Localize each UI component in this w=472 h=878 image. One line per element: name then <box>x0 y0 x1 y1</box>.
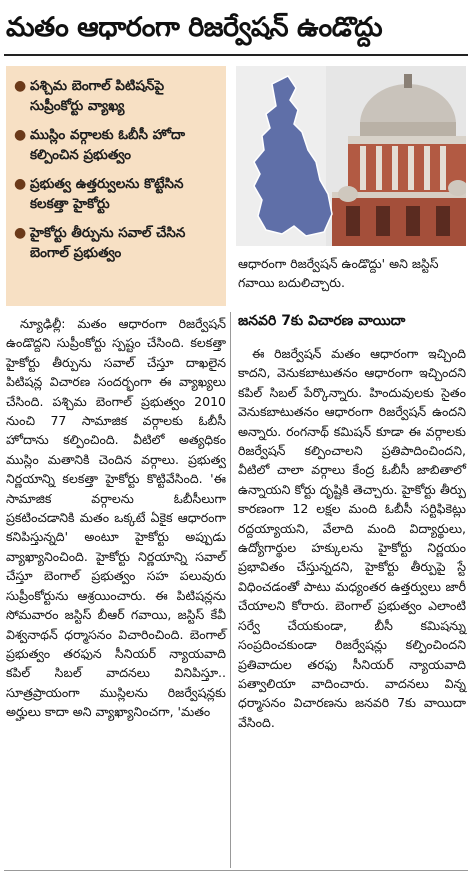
highlights-box <box>6 66 226 306</box>
article-paragraph: ఈ రిజర్వేషన్ మతం ఆధారంగా ఇచ్చింది కాదని, వెనుకబాటుతనం ఆధారంగా ఇచ్చిందని కపిల్ సిబల్ పేర్కొన్నారు. హిందువులకు సైతం వెనుకబాటుతనం ఆధారంగా రిజర్వేషన్ ఉందని అన్నారు. రంగనాథ్ కమిషన్ కూడా ఈ వర్గాలకు రిజర్వేషన్ కల్పించాలని ప్రతిపాదించిందని, వీటిలో చాలా వర్గాలు కేంద్ర ఓబీసీ జాబితాలో ఉన్నాయని కోర్టు దృష్టికి తెచ్చారు. హైకోర్టు తీర్పు కారణంగా 12 లక్షల మంది ఓబీసీ సర్టిఫికెట్లు రద్దయ్యాయని, వేలాది మంది విద్యార్థులు, ఉద్యోగార్థుల హక్కులను హైకోర్టు నిర్ణయం ప్రభావితం చేస్తున్నదని, హైకోర్టు తీర్పుపై స్టే విధించడంతో పాటు మధ్యంతర ఉత్తర్వులు జారీ చేయాలని కోరారు. బెంగాల్ ప్రభుత్వం ఎలాంటి సర్వే చేయకుండా, బీసీ కమిషన్ను సంప్రదించకుండా రిజర్వేషన్లు కల్పించిందని ప్రతివాదుల తరఫు సీనియర్ న్యాయవాది పత్వాలియా వాదించారు. వాదనలు విన్న ధర్మాసనం విచారణను జనవరి 7కు వాయిదా వేసింది. <box>238 346 466 730</box>
highlight-item <box>14 125 218 165</box>
bullet-icon: ● <box>14 176 27 192</box>
highlight-item <box>14 76 218 116</box>
highlight-item <box>14 223 218 263</box>
article-column-left <box>6 314 226 722</box>
highlight-text: ముస్లిం వర్గాలకు ఓబీసీ హోదా కల్పించిన ప్రభుత్వం <box>30 127 185 163</box>
article-column-right <box>238 344 466 732</box>
column-divider <box>230 312 231 868</box>
headline-rule <box>4 54 468 56</box>
photo-caption: ఆధారంగా రిజర్వేషన్ ఉండొద్దు' అని జస్టిస్ గవాయి బదులిచ్చారు. <box>238 256 439 290</box>
supreme-court-photo <box>236 66 466 246</box>
bullet-icon: ● <box>14 127 27 143</box>
bottom-rule <box>4 870 468 871</box>
highlight-item <box>14 174 218 214</box>
bullet-icon: ● <box>14 225 27 241</box>
headline: మతం ఆధారంగా రిజర్వేషన్ ఉండొద్దు <box>6 12 383 43</box>
highlight-text: హైకోర్టు తీర్పును సవాల్ చేసిన బెంగాల్ ప్రభుత్వం <box>30 225 186 261</box>
highlight-text: పశ్చిమ బెంగాల్ పిటిషన్‌పై సుప్రీంకోర్టు వ్యాఖ్య <box>30 78 165 114</box>
subheading: జనవరి 7కు విచారణ వాయిదా <box>238 313 406 329</box>
highlight-text: ప్రభుత్వ ఉత్తర్వులను కొట్టేసిన కలకత్తా హైకోర్టు <box>30 176 184 212</box>
news-photo <box>236 66 466 246</box>
bullet-icon: ● <box>14 78 27 94</box>
article-paragraph: న్యూఢిల్లీ: మతం ఆధారంగా రిజర్వేషన్ ఉండొద్దని సుప్రీంకోర్టు స్పష్టం చేసింది. కలకత్తా హైకోర్టు తీర్పును సవాల్ చేస్తూ దాఖలైన పిటిషన్ల విచారణ సందర్భంగా ఈ వ్యాఖ్యలు చేసింది. పశ్చిమ బెంగాల్ ప్రభుత్వం 2010 నుంచి 77 సామాజిక వర్గాలకు ఓబీసీ హోదాను కల్పించింది. వీటిలో అత్యధికం ముస్లిం మతానికి చెందిన వర్గాలు. ప్రభుత్వ నిర్ణయాన్ని కలకత్తా హైకోర్టు కొట్టివేసింది. 'ఈ సామాజిక వర్గాలను ఓబీసీలుగా ప్రకటించడానికి మతం ఒక్కటే ఏకైక ఆధారంగా కనిపిస్తున్నది' అంటూ హైకోర్టు అప్పుడు వ్యాఖ్యానించింది. హైకోర్టు నిర్ణయాన్ని సవాల్ చేస్తూ బెంగాల్ ప్రభుత్వం సహ పలువురు సుప్రీంకోర్టును ఆశ్రయించారు. ఈ పిటిషన్లను సోమవారం జస్టిస్ బీఆర్ గవాయి, జస్టిస్ కేవీ విశ్వనాథన్ ధర్మాసనం విచారించింది. బెంగాల్ ప్రభుత్వం తరఫున సీనియర్ న్యాయవాది కపిల్ సిబల్ వాదనలు వినిపిస్తూ.. సూత్రప్రాయంగా ముస్లిలను రిజర్వేషన్లకు అర్హులు కాదా అని వ్యాఖ్యానించగా, 'మతం <box>6 316 226 720</box>
